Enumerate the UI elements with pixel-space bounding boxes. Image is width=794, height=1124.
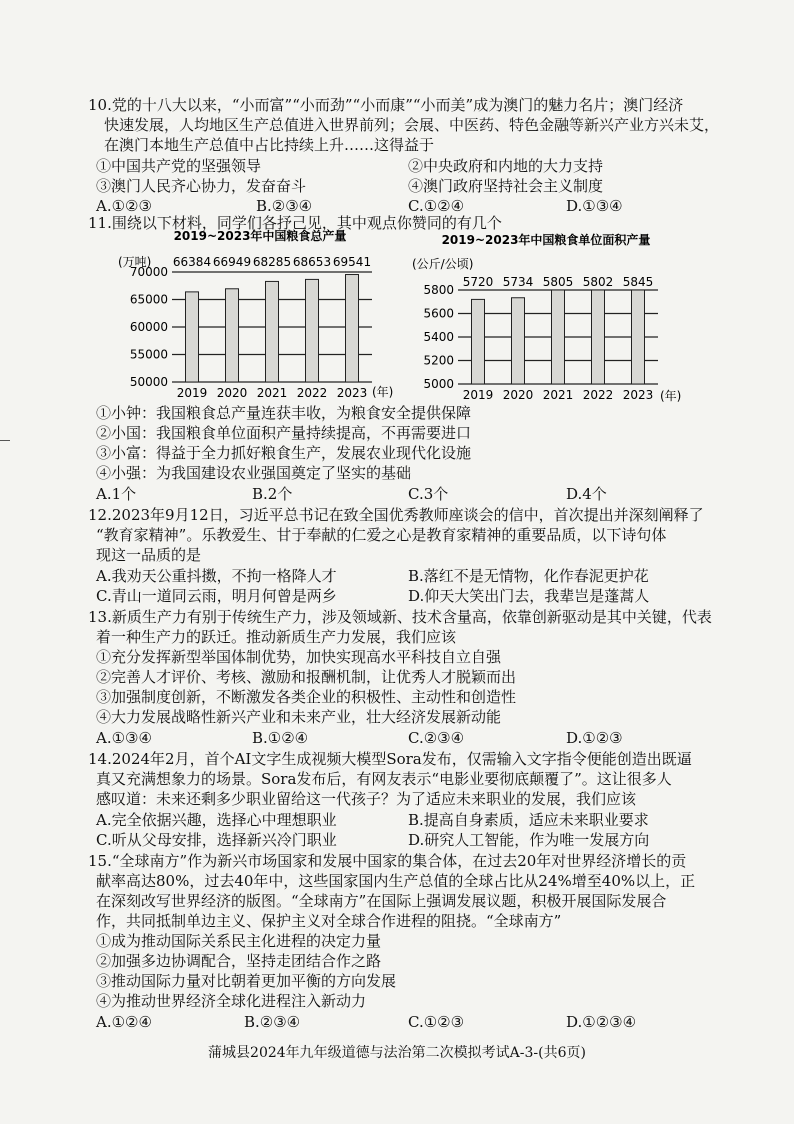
- c1-ytick-label: 55000: [129, 347, 168, 362]
- c1-bar: [186, 292, 199, 382]
- q15-item-3: ③推动国际力量对比朝着更加平衡的方向发展: [96, 972, 397, 990]
- c2-bar: [472, 299, 485, 384]
- q13-item-4: ④大力发展战略性新兴产业和未来产业，壮大经济发展新动能: [96, 708, 502, 726]
- c2-category-label: 2021: [542, 388, 574, 402]
- c2-category-label: 2019: [462, 388, 494, 402]
- c1-bar: [346, 275, 359, 382]
- q15-choice-b: B.②③④: [244, 1013, 301, 1031]
- q15-stem-line-3: 在深刻改写世界经济的版图。“全球南方”在国际上强调发展议题，积极开展国际发展合: [96, 892, 667, 910]
- q13-item-1: ①充分发挥新型举国体制优势，加快实现高水平科技自立自强: [96, 648, 502, 666]
- q11-item-1: ①小钟：我国粮食总产量连获丰收，为粮食安全提供保障: [96, 404, 472, 422]
- q14-stem-line-1: 14.2024年2月，首个AI文字生成视频大模型Sora发布，仅需输入文字指令便能创造出既逼: [88, 750, 692, 768]
- q13-choice-b: B.①②④: [252, 729, 309, 747]
- c1-bar: [226, 289, 239, 382]
- q15-item-1: ①成为推动国际关系民主化进程的决定力量: [96, 932, 382, 950]
- q14-stem-line-2: 真又充满想象力的场景。Sora发布后，有网友表示“电影业要彻底颠覆了”。这让很多人: [96, 770, 672, 788]
- q14-choice-b: B.提高自身素质，适应未来职业要求: [408, 811, 649, 829]
- c2-category-label: 2020: [502, 388, 534, 402]
- q11-item-4: ④小强：为我国建设农业强国奠定了坚实的基础: [96, 464, 412, 482]
- c1-value-label: 68285: [252, 255, 292, 269]
- q10-choice-b: B.②③④: [256, 197, 313, 215]
- c2-value-label: 5805: [542, 275, 574, 289]
- c2-ytick-label: 5400: [423, 330, 454, 344]
- q15-choice-c: C.①②③: [408, 1013, 465, 1031]
- c2-category-label: 2023: [622, 388, 654, 402]
- grain-total-chart: [110, 226, 394, 404]
- q13-stem-line-1: 13.新质生产力有别于传统生产力，涉及领域新、技术含量高，依靠创新驱动是其中关键，代表: [88, 608, 712, 626]
- q10-stem-line-1: 10.党的十八大以来，“小而富”“小而劲”“小而康”“小而美”成为澳门的魅力名片；澳门经济: [88, 96, 684, 114]
- c2-bar: [552, 290, 565, 384]
- q10-item-3: ③澳门人民齐心协力，发奋奋斗: [96, 177, 307, 195]
- c1-bar: [266, 281, 279, 382]
- q12-choice-b: B.落红不是无情物，化作春泥更护花: [408, 567, 649, 585]
- c2-bar: [512, 298, 525, 384]
- q15-choice-a: A.①②④: [96, 1013, 152, 1031]
- chart2-title: 2019~2023年中国粮食单位面积产量: [441, 233, 651, 247]
- c2-value-label: 5845: [622, 275, 654, 289]
- c2-bar: [592, 290, 605, 384]
- q12-choice-c: C.青山一道同云雨，明月何曾是两乡: [96, 587, 337, 605]
- q12-choice-a: A.我劝天公重抖擞，不拘一格降人才: [96, 567, 337, 585]
- q12-stem-line-1: 12.2023年9月12日，习近平总书记在致全国优秀教师座谈会的信中，首次提出并深刻阐释了: [88, 506, 704, 524]
- q15-item-4: ④为推动世界经济全球化进程注入新动力: [96, 992, 367, 1010]
- c1-value-label: 66949: [212, 255, 252, 269]
- q11-choice-b: B.2个: [252, 485, 293, 503]
- c1-bar: [306, 279, 319, 382]
- c1-category-label: 2023: [336, 386, 368, 400]
- q11-stem: 11.围绕以下材料，同学们各抒己见，其中观点你赞同的有几个: [88, 214, 502, 232]
- q13-choice-d: D.①②③: [566, 729, 623, 747]
- q10-choice-a: A.①②③: [96, 197, 152, 215]
- q11-choice-c: C.3个: [408, 485, 449, 503]
- c2-value-label: 5802: [582, 275, 614, 289]
- q14-stem-line-3: 感叹道：未来还剩多少职业留给这一代孩子？为了适应未来职业的发展，我们应该: [96, 790, 637, 808]
- q10-item-4: ④澳门政府坚持社会主义制度: [408, 177, 604, 195]
- c1-ytick-label: 70000: [129, 265, 168, 279]
- q11-choice-d: D.4个: [566, 485, 607, 503]
- c2-value-label: 5720: [462, 275, 494, 289]
- chart2-xlabel: (年): [660, 389, 682, 403]
- c2-bar: [632, 290, 645, 384]
- q10-stem-line-3: 在澳门本地生产总值中占比持续上升……这得益于: [104, 136, 435, 154]
- c1-value-label: 69541: [332, 255, 372, 269]
- q14-choice-a: A.完全依据兴趣，选择心中理想职业: [96, 811, 337, 829]
- q15-choice-d: D.①②③④: [566, 1013, 637, 1031]
- q10-item-2: ②中央政府和内地的大力支持: [408, 157, 604, 175]
- c1-value-label: 66384: [172, 255, 212, 269]
- q13-choice-c: C.②③④: [408, 729, 465, 747]
- chart1-xlabel: (年): [372, 385, 394, 399]
- q15-stem-line-1: 15.“全球南方”作为新兴市场国家和发展中国家的集合体，在过去20年对世界经济增长的贡: [88, 852, 687, 870]
- q10-choice-d: D.①③④: [566, 197, 623, 215]
- c2-value-label: 5734: [502, 275, 534, 289]
- c2-ytick-label: 5000: [423, 377, 454, 391]
- c2-ytick-label: 5600: [423, 306, 454, 321]
- q13-item-3: ③加强制度创新，不断激发各类企业的积极性、主动性和创造性: [96, 688, 517, 706]
- q15-item-2: ②加强多边协调配合，坚持走团结合作之路: [96, 952, 382, 970]
- c1-value-label: 68653: [292, 255, 332, 269]
- c1-category-label: 2021: [256, 386, 288, 400]
- q14-choice-d: D.研究人工智能，作为唯一发展方向: [408, 831, 650, 849]
- page-footer: 蒲城县2024年九年级道德与法治第二次模拟考试A-3-(共6页): [208, 1045, 586, 1061]
- q15-stem-line-4: 作，共同抵制单边主义、保护主义对全球合作进程的阻挠。“全球南方”: [96, 912, 562, 930]
- q10-stem-line-2: 快速发展，人均地区生产总值进入世界前列；会展、中医药、特色金融等新兴产业方兴未艾，: [104, 116, 720, 134]
- c1-category-label: 2022: [296, 386, 328, 400]
- q12-stem-line-2: “教育家精神”。乐教爱生、甘于奉献的仁爱之心是教育家精神的重要品质，以下诗句体: [96, 526, 667, 544]
- c1-ytick-label: 65000: [129, 292, 168, 307]
- q13-item-2: ②完善人才评价、考核、激励和报酬机制，让优秀人才脱颖而出: [96, 668, 517, 686]
- q13-choice-a: A.①③④: [96, 729, 152, 747]
- q12-choice-d: D.仰天大笑出门去，我辈岂是蓬蒿人: [408, 587, 650, 605]
- chart1-title: 2019~2023年中国粮食总产量: [173, 229, 347, 243]
- c2-ytick-label: 5200: [423, 353, 454, 368]
- q12-stem-line-3: 现这一品质的是: [96, 546, 202, 564]
- c1-ytick-label: 60000: [129, 320, 168, 334]
- q15-stem-line-2: 献率高达80%，过去40年中，这些国家国内生产总值的全球占比从24%增至40%以上，正: [96, 872, 696, 890]
- q13-stem-line-2: 着一种生产力的跃迁。推动新质生产力发展，我们应该: [96, 628, 457, 646]
- c2-ytick-label: 5800: [423, 283, 454, 297]
- q11-choice-a: A.1个: [96, 485, 137, 503]
- chart1-ylabel: (万吨): [118, 255, 152, 269]
- c2-category-label: 2022: [582, 388, 614, 402]
- q11-item-3: ③小富：得益于全力抓好粮食生产，发展农业现代化设施: [96, 444, 472, 462]
- c1-category-label: 2019: [176, 386, 208, 400]
- grain-yield-chart: [408, 230, 690, 406]
- c1-ytick-label: 50000: [129, 375, 168, 389]
- c1-category-label: 2020: [216, 386, 248, 400]
- chart2-ylabel: (公斤/公顷): [412, 257, 474, 271]
- q14-choice-c: C.听从父母安排，选择新兴冷门职业: [96, 831, 337, 849]
- q10-choice-c: C.①②④: [408, 197, 465, 215]
- q10-item-1: ①中国共产党的坚强领导: [96, 157, 262, 175]
- q11-item-2: ②小国：我国粮食单位面积产量持续提高，不再需要进口: [96, 424, 472, 442]
- binding-edge-mark: [0, 440, 10, 441]
